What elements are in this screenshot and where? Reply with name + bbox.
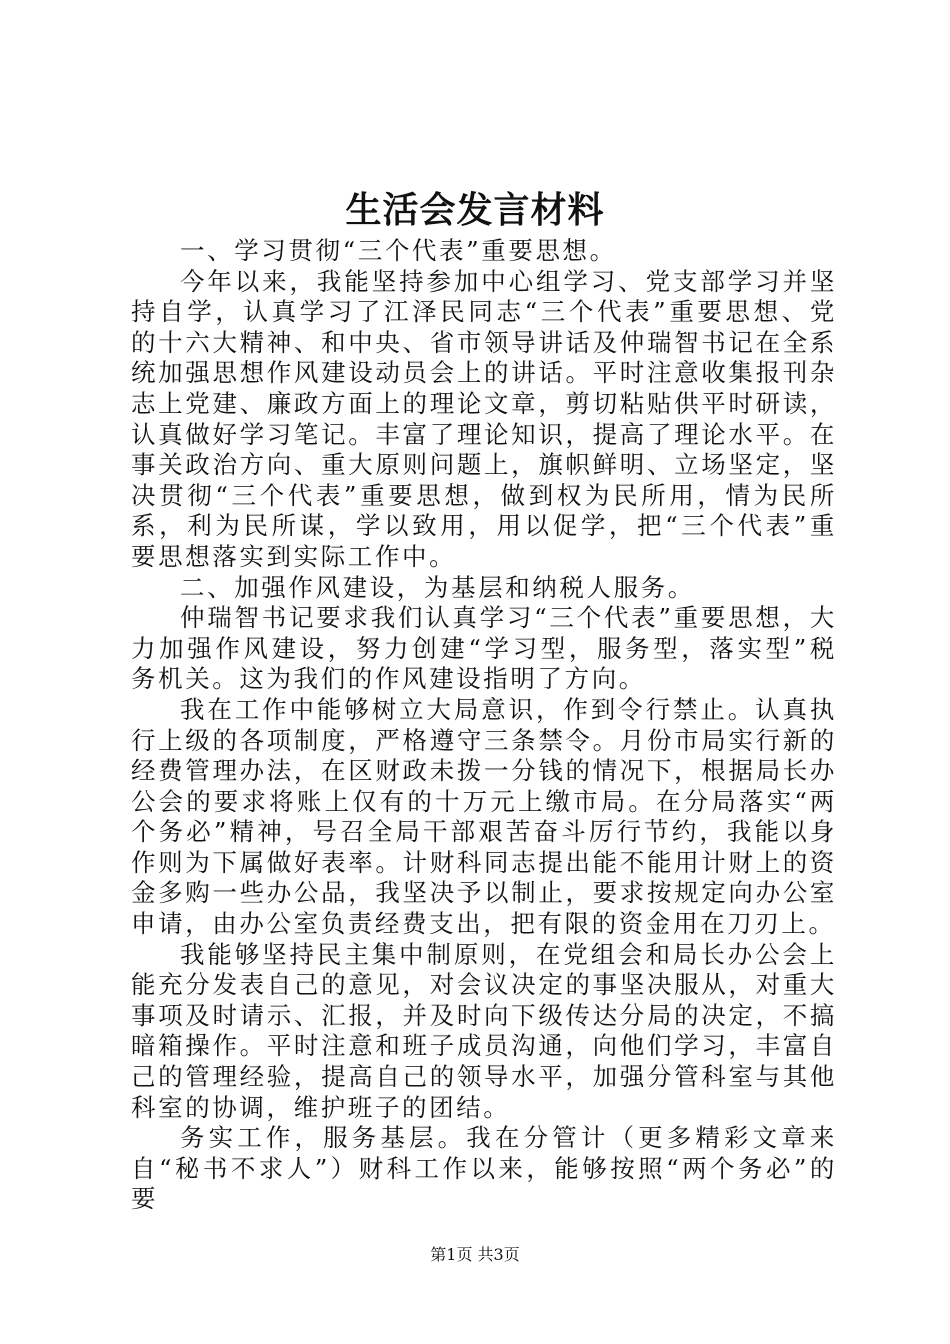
paragraph-overall-awareness: 我在工作中能够树立大局意识，作到令行禁止。认真执行上级的各项制度，严格遵守三条禁令。月份市局实行新的经费管理办法，在区财政未拨一分钱的情况下，根据局长办公会的要求将账上仅有的十万元上缴市局。在分局落实“两个务必”精神，号召全局干部艰苦奋斗厉行节约，我能以身作则为下属做好表率。计财科同志提出能不能用计财上的资金多购一些办公品，我坚决予以制止，要求按规定向办公室申请，由办公室负责经费支出，把有限的资金用在刀刃上。 <box>131 694 837 939</box>
paragraph-practical-work: 务实工作，服务基层。我在分管计（更多精彩文章来自“秘书不求人”）财科工作以来，能够按照“两个务必”的要 <box>131 1123 837 1214</box>
page-number: 第1页 共3页 <box>430 1245 520 1264</box>
document-title: 生活会发言材料 <box>345 189 605 231</box>
page-footer <box>0 1244 950 1266</box>
section-heading-1: 一、学习贯彻“三个代表”重要思想。 <box>180 236 617 265</box>
paragraph-style-building: 仲瑞智书记要求我们认真学习“三个代表”重要思想，大力加强作风建设，努力创建“学习型，服务型，落实型”税务机关。这为我们的作风建设指明了方向。 <box>131 603 837 694</box>
paragraph-study: 今年以来，我能坚持参加中心组学习、党支部学习并坚持自学，认真学习了江泽民同志“三个代表”重要思想、党的十六大精神、和中央、省市领导讲话及仲瑞智书记在全系统加强思想作风建设动员会上的讲话。平时注意收集报刊杂志上党建、廉政方面上的理论文章，剪切粘贴供平时研读，认真做好学习笔记。丰富了理论知识，提高了理论水平。在事关政治方向、重大原则问题上，旗帜鲜明、立场坚定，坚决贯彻“三个代表”重要思想，做到权为民所用，情为民所系，利为民所谋，学以致用，用以促学，把“三个代表”重要思想落实到实际工作中。 <box>131 266 837 571</box>
paragraph-democratic-centralism: 我能够坚持民主集中制原则，在党组会和局长办公会上能充分发表自己的意见，对会议决定的事坚决服从，对重大事项及时请示、汇报，并及时向下级传达分局的决定，不搞暗箱操作。平时注意和班子成员沟通，向他们学习，丰富自己的管理经验，提高自己的领导水平，加强分管科室与其他科室的协调，维护班子的团结。 <box>131 939 837 1122</box>
document-body <box>131 236 837 1215</box>
section-heading-2: 二、加强作风建设，为基层和纳税人服务。 <box>180 572 695 602</box>
